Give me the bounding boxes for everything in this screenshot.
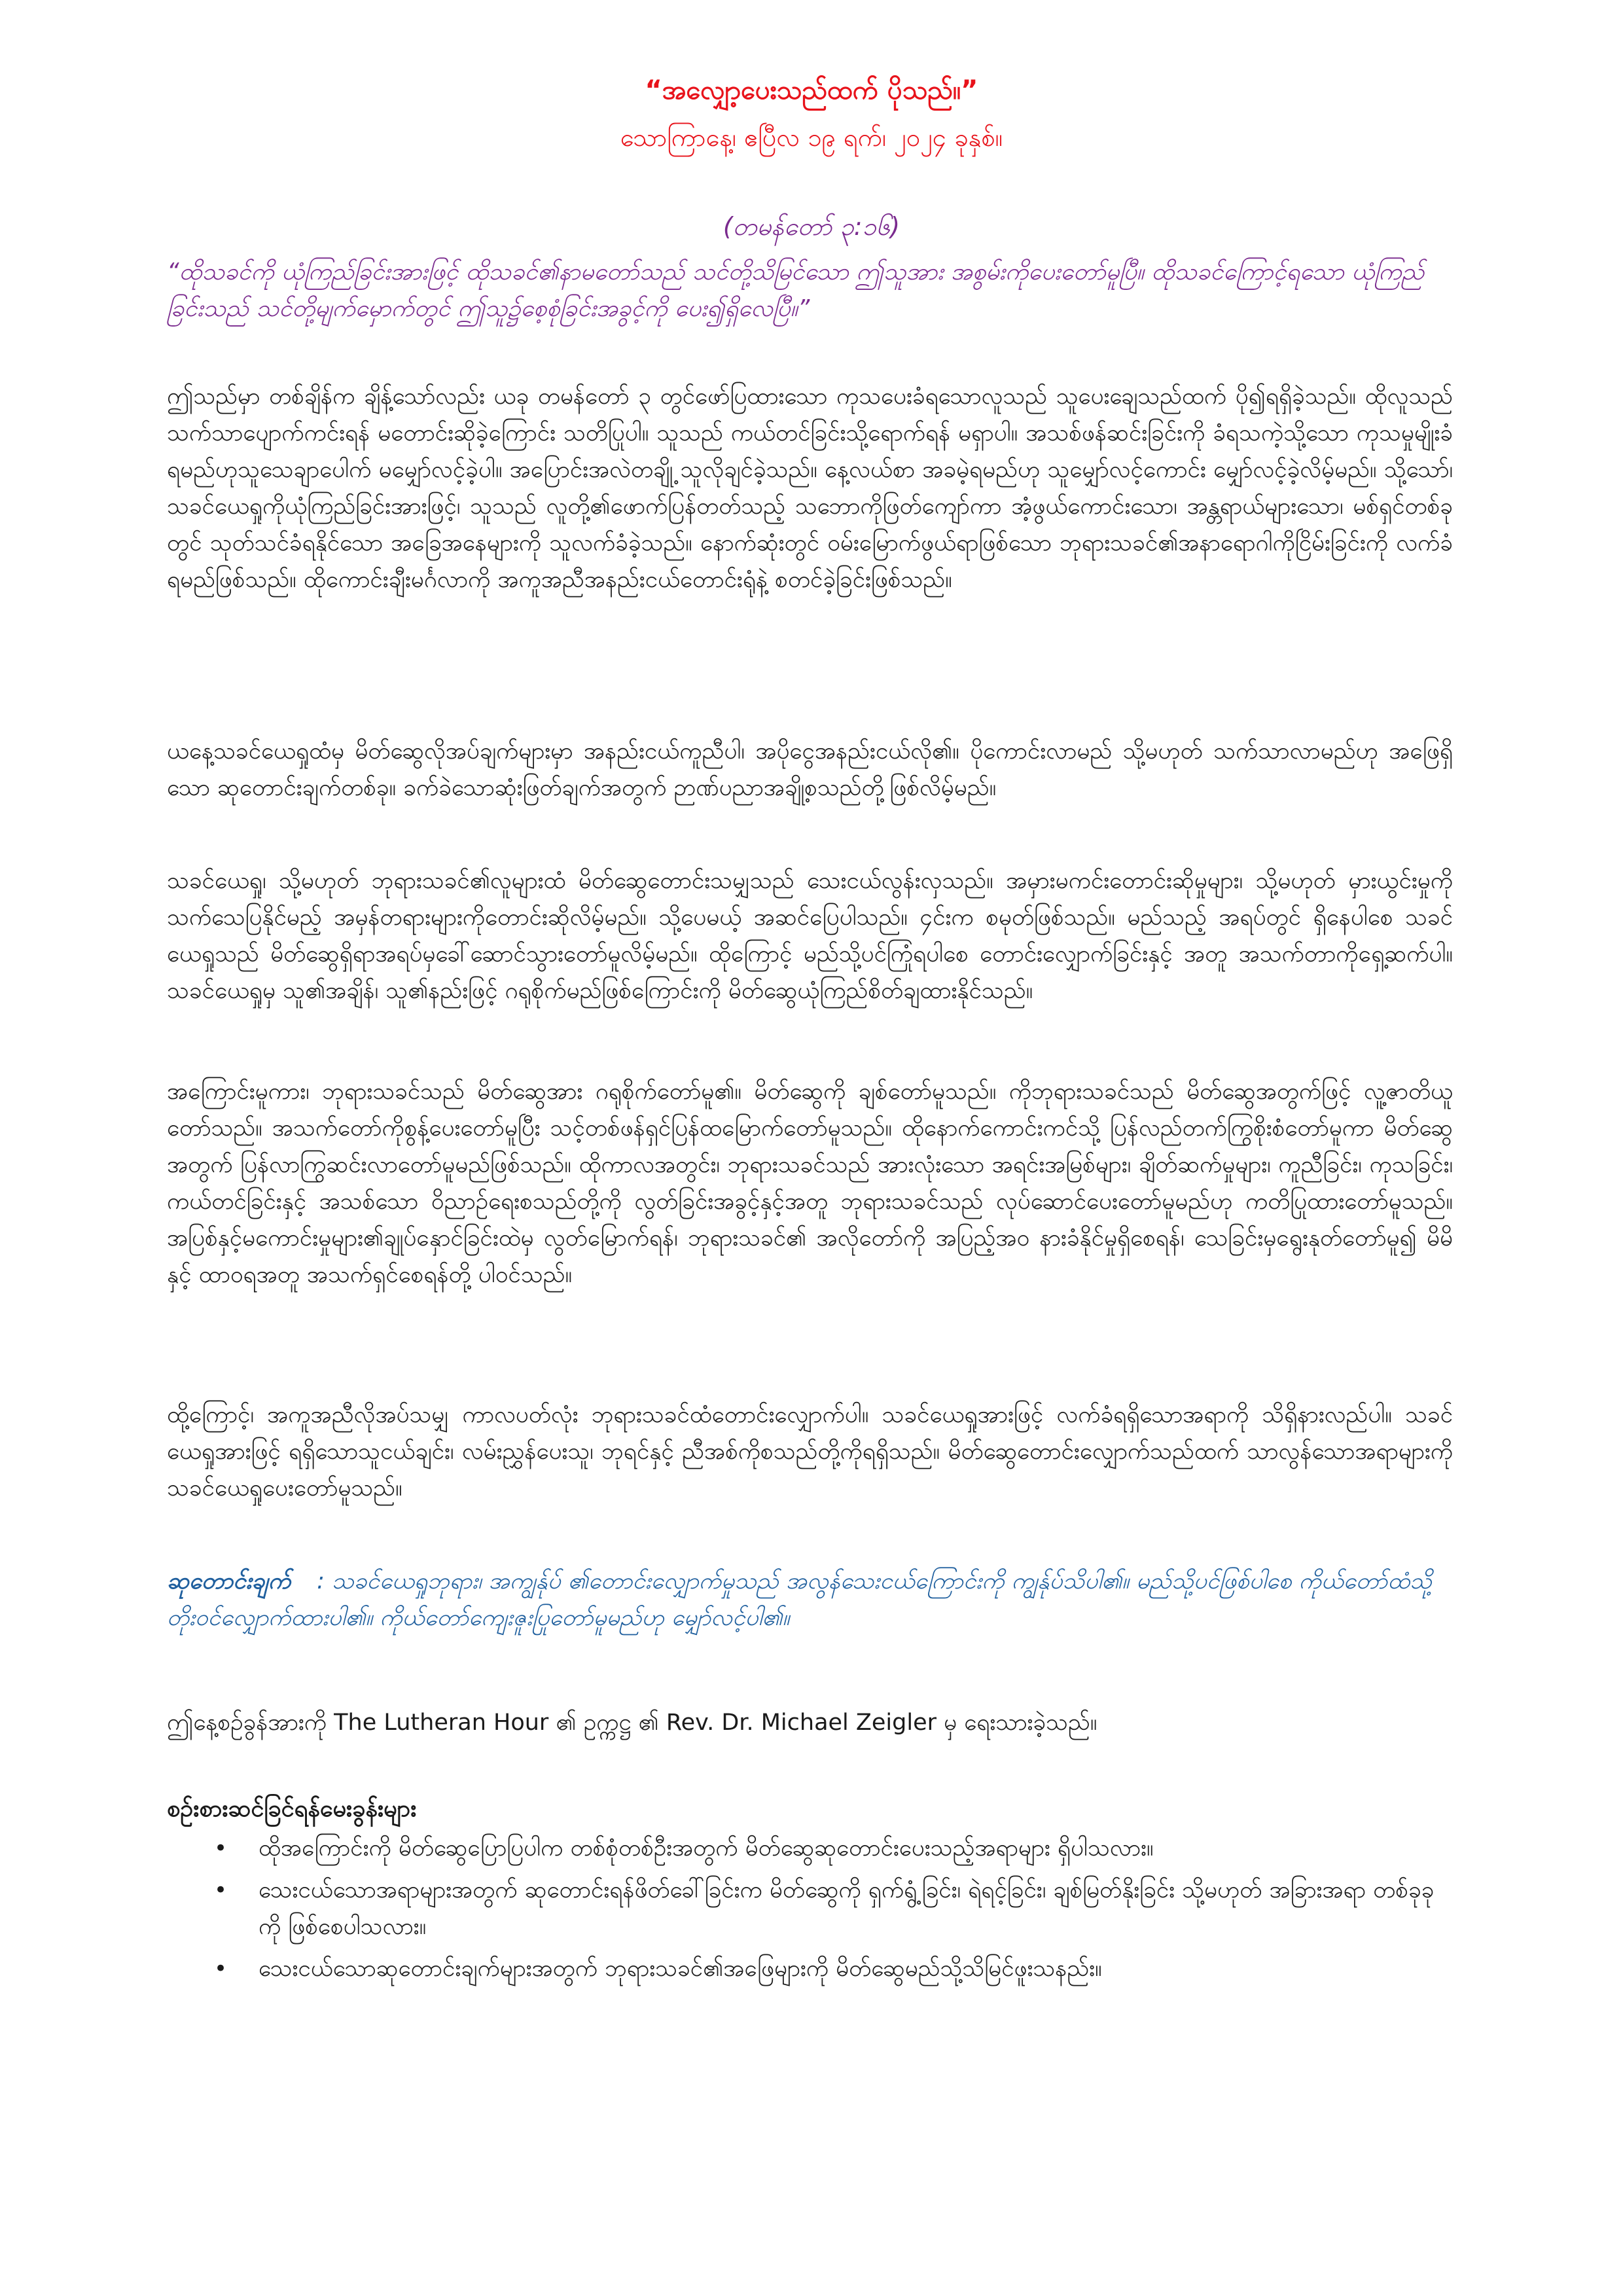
author-credit: ဤနေ့စဉ်ခွန်အားကို The Lutheran Hour ၏ ဥက္ကဋ္ဌ ၏ Rev. Dr. Michael Zeigler မှ ရေးသားခဲ့သည်။ [167,1710,1097,1736]
reflection-questions-list [167,1830,1453,1992]
list-item [167,1950,1453,1987]
list-item [167,1872,1453,1945]
body-paragraph-1: ဤသည်မှာ တစ်ချိန်က ချိန့်သော်လည်း ယခု တမန်တော် ၃ တွင်ဖော်ပြထားသော ကုသပေးခံရသောလူသည် သူပေးချေသည်ထက် ပို၍ရရှိခဲ့သည်။ ထိုလူသည် သက်သာပျောက်ကင်းရန် မတောင်းဆိုခဲ့ကြောင်း သတိပြုပါ။ သူသည် ကယ်တင်ခြင်းသို့ရောက်ရန် မရှာပါ။ အသစ်ဖန်ဆင်းခြင်းကို ခံရသကဲ့သို့သော ကုသမှုမျိုးခံရမည်ဟုသူသေချာပေါက် မမျှော်လင့်ခဲ့ပါ။ အပြောင်းအလဲတချို့ သူလိုချင်ခဲ့သည်။ နေ့လယ်စာ အခမဲ့ရမည်ဟု သူမျှော်လင့်ကောင်း မျှော်လင့်ခဲ့လိမ့်မည်။ သို့သော်၊ သခင်ယေရှုကိုယုံကြည်ခြင်းအားဖြင့်၊ သူသည် လူတို့၏ဖောက်ပြန်တတ်သည့် သဘောကိုဖြတ်ကျော်ကာ အံ့ဖွယ်ကောင်းသော၊ အန္တရာယ်များသော၊ မစ်ရှင်တစ်ခုတွင် သုတ်သင်ခံရနိုင်သော အခြေအနေများကို သူလက်ခံခဲ့သည်။ နောက်ဆုံးတွင် ဝမ်းမြောက်ဖွယ်ရာဖြစ်သော ဘုရားသခင်၏အနာရောဂါကိုငြိမ်းခြင်းကို လက်ခံရမည်ဖြစ်သည်။ ထိုကောင်းချီးမင်္ဂလာကို အကူအညီအနည်းငယ်တောင်းရုံနဲ့ စတင်ခဲ့ခြင်းဖြစ်သည်။ [167,384,1453,593]
body-paragraph-4: အကြောင်းမူကား၊ ဘုရားသခင်သည် မိတ်ဆွေအား ဂရုစိုက်တော်မူ၏။ မိတ်ဆွေကို ချစ်တော်မူသည်။ ကိုဘုရားသခင်သည် မိတ်ဆွေအတွက်ဖြင့် လူ့ဇာတိယူတော်သည်။ အသက်တော်ကိုစွန့်ပေးတော်မူပြီး သင့်တစ်ဖန်ရှင်ပြန်ထမြောက်တော်မူသည်။ ထိုနောက်ကောင်းကင်သို့ ပြန်လည်တက်ကြွစိုးစံတော်မူကာ မိတ်ဆွေအတွက် ပြန်လာကြွဆင်းလာတော်မူမည်ဖြစ်သည်။ ထိုကာလအတွင်း၊ ဘုရားသခင်သည် အားလုံးသော အရင်းအမြစ်များ၊ ချိတ်ဆက်မှုများ၊ ကူညီခြင်း၊ ကုသခြင်း၊ ကယ်တင်ခြင်းနှင့် အသစ်သော ဝိညာဉ်ရေးစသည်တို့ကို လွတ်ခြင်းအခွင့်နှင့်အတူ ဘုရားသခင်သည် လုပ်ဆောင်ပေးတော်မူမည်ဟု ကတိပြုထားတော်မူသည်။ အပြစ်နှင့်မကောင်းမှုများ၏ချုပ်နှောင်ခြင်းထဲမှ လွတ်မြောက်ရန်၊ ဘုရားသခင်၏ အလိုတော်ကို အပြည့်အဝ နားခံနိုင်မှုရှိစေရန်၊ သေခြင်းမှရွေးနုတ်တော်မူ၍ မိမိနှင့် ထာဝရအတူ အသက်ရှင်စေရန်တို့ ပါဝင်သည်။ [167,1079,1453,1288]
scripture-text: “ထိုသခင်ကို ယုံကြည်ခြင်းအားဖြင့် ထိုသခင်၏နာမတော်သည် သင်တို့သိမြင်သော ဤသူအား အစွမ်းကိုပေးတော်မူပြီ။ ထိုသခင်ကြောင့်ရသော ယုံကြည်ခြင်းသည် သင်တို့မျက်မှောက်တွင် ဤသူ၌စေ့စုံခြင်းအခွင့်ကို ပေး၍ရှိလေပြီ။” [167,259,1425,322]
reflection-questions-heading: စဉ်းစားဆင်ခြင်ရန်မေးခွန်းများ [167,1795,417,1822]
question-text: သေးငယ်သောအရာများအတွက် ဆုတောင်းရန်ဖိတ်ခေါ်ခြင်းက မိတ်ဆွေကို ရှက်ရွံ့ခြင်း၊ ရဲရင့်ခြင်း၊ ချစ်မြတ်နိုးခြင်း သို့မဟုတ် အခြားအရာ တစ်ခုခုကို ဖြစ်စေပါသလား။ [259,1877,1435,1940]
prayer-block [167,1563,1453,1636]
prayer-text: : သခင်ယေရှုဘုရား၊ အကျွန်ုပ် ၏တောင်းလျှောက်မှုသည် အလွန်သေးငယ်ကြောင်းကို ကျွန်ုပ်သိပါ၏။ မည်သို့ပင်ဖြစ်ပါစေ ကိုယ်တော်ထံသို့ တိုးဝင်လျှောက်ထားပါ၏။ ကိုယ်တော်ကျေးဇူးပြုတော်မူမည်ဟု မျှော်လင့်ပါ၏။ [167,1568,1433,1631]
prayer-label: ဆုတောင်းချက် [167,1568,291,1594]
devotion-date: သောကြာနေ့၊ ဧပြီလ ၁၉ ရက်၊ ၂၀၂၄ ခုနှစ်။ [620,123,1003,152]
list-item [167,1830,1453,1867]
body-paragraph-3: သခင်ယေရှု၊ သို့မဟုတ် ဘုရားသခင်၏လူများထံ မိတ်ဆွေတောင်းသမျှသည် သေးငယ်လွန်းလှသည်။ အမှားမကင်းတောင်းဆိုမှုများ၊ သို့မဟုတ် မှားယွင်းမှုကိုသက်သေပြနိုင်မည့် အမှန်တရားများကိုတောင်းဆိုလိမ့်မည်။ သို့ပေမယ့် အဆင်ပြေပါသည်။ ၄င်းက စမုတ်ဖြစ်သည်။ မည်သည့် အရပ်တွင် ရှိနေပါစေ သခင်ယေရှုသည် မိတ်ဆွေရှိရာအရပ်မှခေါ်ဆောင်သွားတော်မူလိမ့်မည်။ ထိုကြောင့် မည်သို့ပင်ကြုံရပါစေ တောင်းလျှောက်ခြင်းနှင့် အတူ အသက်တာကိုရှေ့ဆက်ပါ။ သခင်ယေရှုမှ သူ၏အချိန်၊ သူ၏နည်းဖြင့် ဂရုစိုက်မည်ဖြစ်ကြောင်းကို မိတ်ဆွေယုံကြည်စိတ်ချထားနိုင်သည်။ [167,868,1453,1004]
body-paragraph-2: ယနေ့သခင်ယေရှုထံမှ မိတ်ဆွေလိုအပ်ချက်များမှာ အနည်းငယ်ကူညီပါ၊ အပိုငွေအနည်းငယ်လို၏။ ပိုကောင်းလာမည် သို့မဟုတ် သက်သာလာမည်ဟု အဖြေရှိသော ဆုတောင်းချက်တစ်ခု။ ခက်ခဲသောဆုံးဖြတ်ချက်အတွက် ဉာဏ်ပညာအချို့စသည်တို့ဖြစ်လိမ့်မည်။ [167,738,1453,801]
body-paragraph-5: ထို့ကြောင့်၊ အကူအညီလိုအပ်သမျှ ကာလပတ်လုံး ဘုရားသခင်ထံတောင်းလျှောက်ပါ။ သခင်ယေရှုအားဖြင့် လက်ခံရရှိသောအရာကို သိရှိနားလည်ပါ။ သခင်ယေရှုအားဖြင့် ရရှိသောသူငယ်ချင်း၊ လမ်းညွှန်ပေးသူ၊ ဘုရင်နှင့် ညီအစ်ကိုစသည်တို့ကိုရရှိသည်။ မိတ်ဆွေတောင်းလျှောက်သည်ထက် သာလွန်သောအရာများကို သခင်ယေရှုပေးတော်မူသည်။ [167,1402,1453,1501]
devotion-title: “အလျှော့ပေးသည်ထက် ပိုသည်။” [645,75,978,105]
question-text: သေးငယ်သောဆုတောင်းချက်များအတွက် ဘုရားသခင်၏အဖြေများကို မိတ်ဆွေမည်သို့သိမြင်ဖူးသနည်း။ [259,1956,1102,1982]
bullet-icon: • [214,1877,228,1903]
bullet-icon: • [214,1956,228,1982]
question-text: ထိုအကြောင်းကို မိတ်ဆွေပြောပြပါက တစ်စုံတစ်ဦးအတွက် မိတ်ဆွေဆုတောင်းပေးသည့်အရာများ ရှိပါသလား။ [259,1835,1154,1861]
scripture-reference: (တမန်တော် ၃:၁၆) [722,212,901,241]
bullet-icon: • [214,1835,228,1861]
